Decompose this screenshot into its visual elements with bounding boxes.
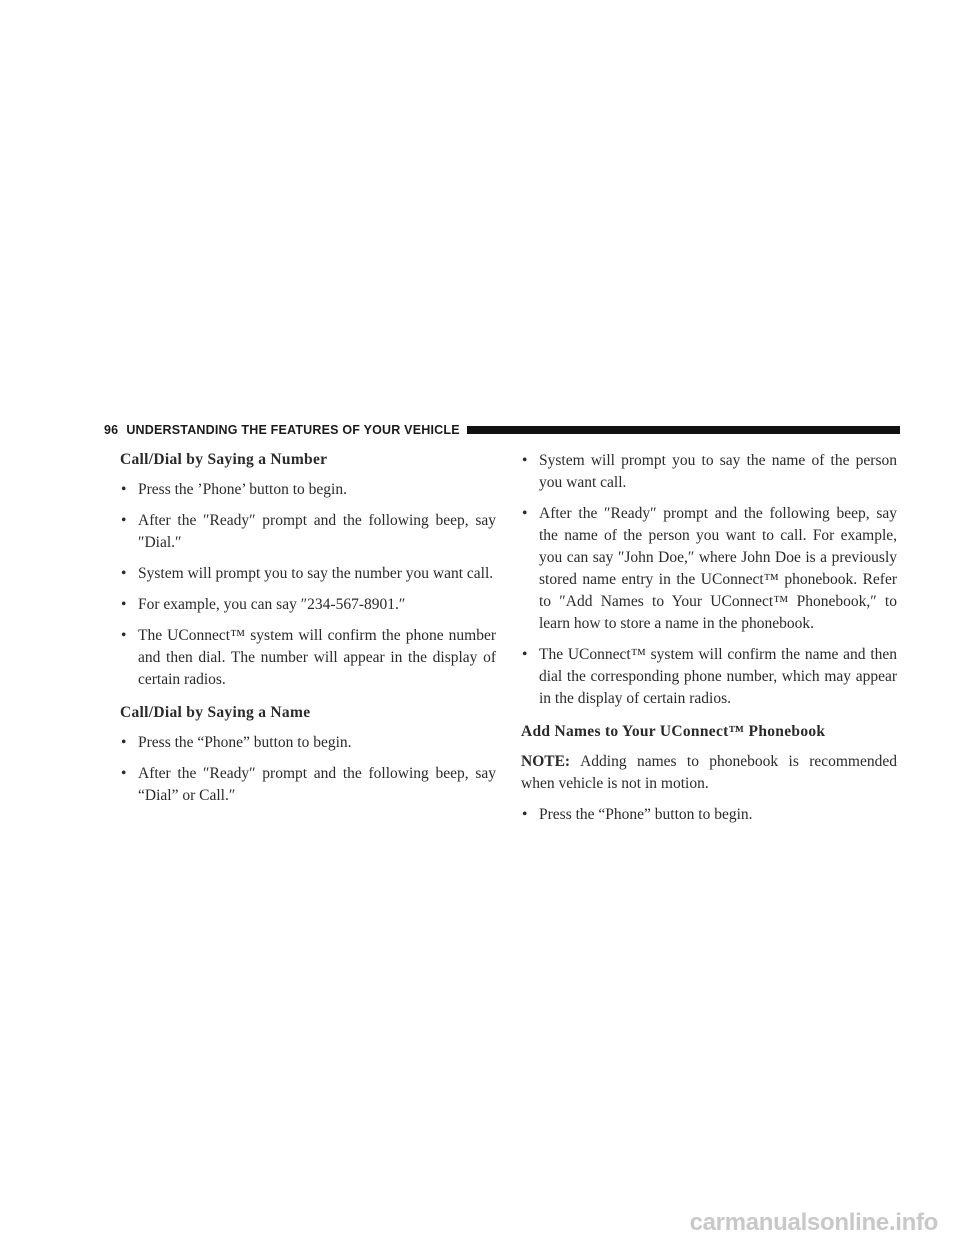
running-title: UNDERSTANDING THE FEATURES OF YOUR VEHICLE	[126, 423, 460, 437]
bullet-icon: •	[121, 565, 127, 582]
note-paragraph	[521, 751, 897, 795]
list-item: • After the ″Ready″ prompt and the following beep, say ″Dial.″	[121, 512, 496, 551]
bullet-icon: •	[121, 596, 127, 613]
bullet-icon: •	[121, 627, 127, 644]
list-item: • After the ″Ready″ prompt and the following beep, say “Dial” or Call.″	[121, 765, 496, 804]
header-rule	[467, 426, 900, 434]
list-item: • System will prompt you to say the name of the person you want call.	[522, 452, 897, 491]
page-number: 96	[104, 423, 119, 437]
note-label: NOTE:	[521, 753, 571, 770]
section-heading-dial-name: Call/Dial by Saying a Name	[120, 704, 311, 721]
bullet-icon: •	[121, 734, 127, 751]
bullet-icon: •	[121, 512, 127, 529]
bullet-icon: •	[522, 806, 528, 823]
bullet-icon: •	[121, 481, 127, 498]
list-item: • Press the ’Phone’ button to begin.	[120, 479, 496, 501]
list-item: • Press the “Phone” button to begin.	[120, 732, 496, 754]
list-item: • For example, you can say ″234-567-8901.″	[120, 594, 496, 616]
list-item: • The UConnect™ system will confirm the name and then dial the corresponding phone number, which may appear in the display of certain radios.	[522, 646, 897, 707]
left-column	[120, 450, 496, 816]
list-item: • The UConnect™ system will confirm the phone number and then dial. The number will appear in the display of certain radios.	[121, 627, 496, 688]
note-text: Adding names to phonebook is recommended when vehicle is not in motion.	[521, 753, 897, 792]
section-heading-dial-number: Call/Dial by Saying a Number	[120, 451, 328, 468]
list-item: • System will prompt you to say the number you want call.	[120, 563, 496, 585]
watermark-logo: carmanualsonline.info	[689, 1209, 938, 1236]
section-heading-add-names: Add Names to Your UConnect™ Phonebook	[521, 723, 826, 740]
bullet-icon: •	[121, 765, 127, 782]
bullet-icon: •	[522, 646, 528, 663]
bullet-icon: •	[522, 452, 528, 469]
list-item: • Press the “Phone” button to begin.	[521, 804, 897, 826]
page-header	[104, 422, 900, 438]
bullet-icon: •	[522, 505, 528, 522]
list-item: • After the ″Ready″ prompt and the following beep, say the name of the person you want to call. For example, you can say ″John Doe,″ where John Doe is a previously stored name entry in the UConnect™ phonebook. Refer to ″Add Names to Your UConnect™ Phonebook,″ to learn how to store a name in the phonebook.	[522, 505, 897, 632]
right-column	[521, 450, 897, 835]
